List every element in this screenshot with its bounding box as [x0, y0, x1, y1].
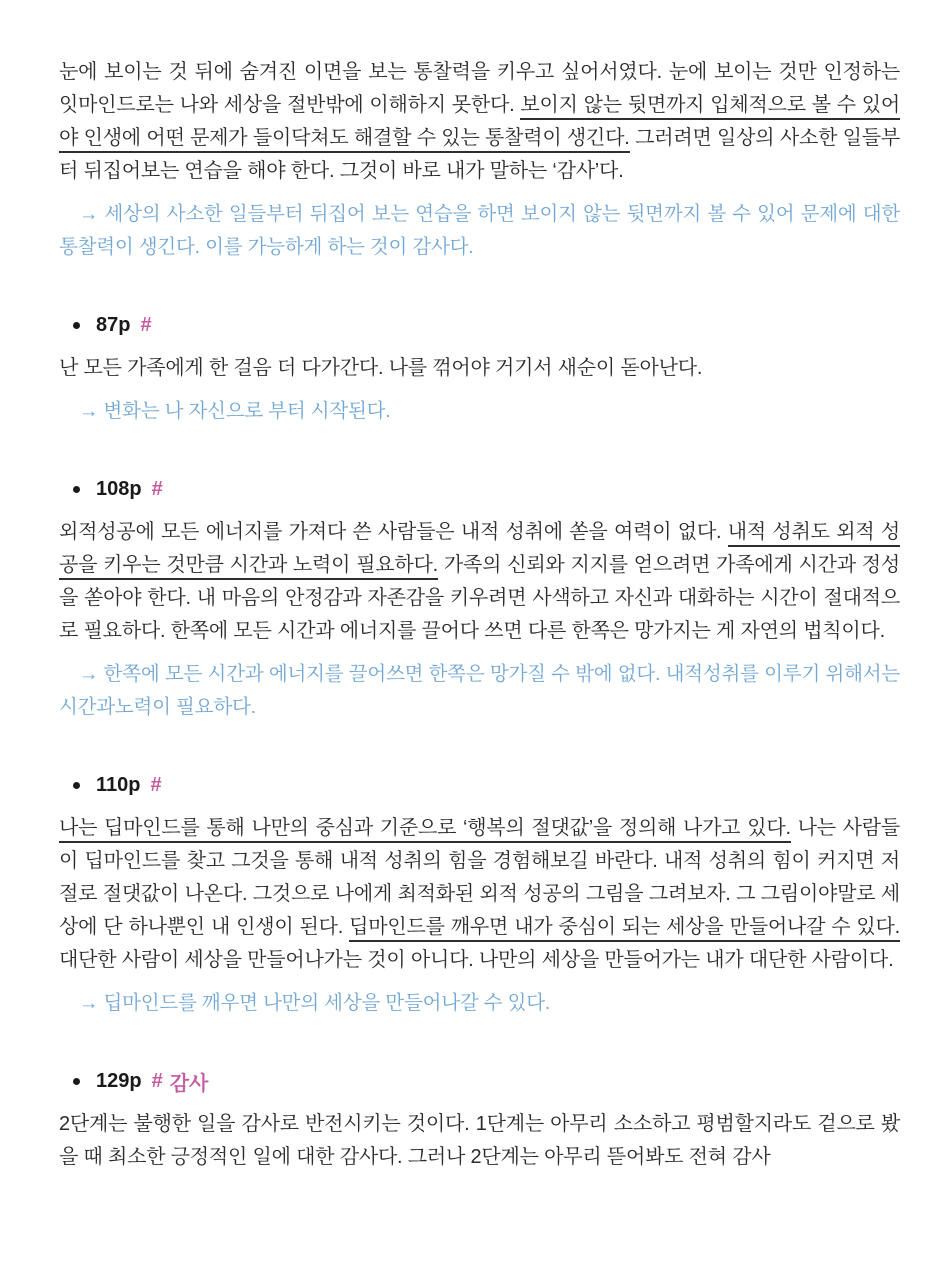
text-run: 나는 사람들이 딥마인드를 찾고 그것을 통해 내적 성취의 힘을 경험해보길 바란다. 내적 성취의 힘이 커지면 저절로 절댓값이 나온다. 그것으로 나에게 최적화된 외적 성공의 그림을 그려보자. 그 그림이야말로 세상에 단 하나뿐인 내 인생이 된다. — [59, 817, 900, 938]
excerpt-paragraph — [59, 1108, 900, 1174]
annotation-note: → 한쪽에 모든 시간과 에너지를 끌어쓰면 한쪽은 망가질 수 밖에 없다. 내적성취를 이루기 위해서는 시간과노력이 필요하다. — [59, 663, 900, 718]
annotation-note: → 세상의 사소한 일들부터 뒤집어 보는 연습을 하면 보이지 않는 뒷면까지 볼 수 있어 문제에 대한 통찰력이 생긴다. 이를 가능하게 하는 것이 감사다. — [59, 203, 900, 258]
page-heading-108p — [59, 476, 900, 502]
underlined-text-run: 딥마인드를 깨우면 내가 중심이 되는 세상을 만들어나갈 수 있다. — [349, 916, 900, 942]
page-heading-110p — [59, 772, 900, 798]
annotation-note: → 변화는 나 자신으로 부터 시작된다. — [79, 400, 391, 422]
bullet-icon — [73, 486, 80, 493]
text-run: 대단한 사람이 세상을 만들어나가는 것이 아니다. 나만의 세상을 만들어가는 내가 대단한 사람이다. — [59, 949, 894, 971]
page-number: 108p — [96, 477, 142, 500]
text-run: 그러려면 일상의 사소한 일들부터 뒤집어보는 연습을 해야 한다. 그것이 바로 내가 말하는 ‘감사’다. — [59, 127, 900, 182]
excerpt-paragraph — [59, 516, 900, 648]
underlined-text-run: 내적 성취도 외적 성공을 키우는 것만큼 시간과 노력이 필요하다. — [59, 521, 900, 580]
text-run: 2단계는 불행한 일을 감사로 반전시키는 것이다. 1단계는 아무리 소소하고 평범할지라도 겉으로 봤을 때 최소한 긍정적인 일에 대한 감사다. 그러나 2단계는 아무리 뜯어봐도 전혀 감사 — [59, 1113, 900, 1168]
excerpt-paragraph — [59, 56, 900, 188]
hashtag-icon[interactable]: # — [151, 477, 163, 500]
hashtag-label[interactable]: 감사 — [169, 1072, 209, 1095]
text-run: 눈에 보이는 것 뒤에 숨겨진 이면을 보는 통찰력을 키우고 싶어서였다. 눈에 보이는 것만 인정하는 잇마인드로는 나와 세상을 절반밖에 이해하지 못한다. — [59, 61, 900, 116]
annotation-note: → 딥마인드를 깨우면 나만의 세상을 만들어나갈 수 있다. — [79, 992, 551, 1014]
text-run: 난 모든 가족에게 한 걸음 더 다가간다. 나를 꺾어야 거기서 새순이 돋아난다. — [59, 357, 703, 379]
page-number: 110p — [96, 773, 141, 796]
underlined-text-run: 나는 딥마인드를 통해 나만의 중심과 기준으로 ‘행복의 절댓값’을 정의해 나가고 있다. — [59, 817, 791, 843]
bullet-icon — [73, 1078, 80, 1085]
hashtag-icon[interactable]: # — [151, 1069, 163, 1092]
page-heading-87p — [59, 312, 900, 338]
hashtag-icon[interactable]: # — [140, 313, 152, 336]
excerpt-paragraph — [59, 812, 900, 977]
excerpt-paragraph — [59, 352, 900, 385]
page-number: 87p — [96, 313, 131, 336]
underlined-text-run: 보이지 않는 뒷면까지 입체적으로 볼 수 있어야 인생에 어떤 문제가 들이닥쳐도 해결할 수 있는 통찰력이 생긴다. — [59, 94, 900, 153]
bullet-icon — [73, 782, 80, 789]
text-run: 외적성공에 모든 에너지를 가져다 쓴 사람들은 내적 성취에 쏟을 여력이 없다. — [59, 521, 728, 543]
bullet-icon — [73, 322, 80, 329]
hashtag-icon[interactable]: # — [150, 773, 162, 796]
page-heading-129p — [59, 1068, 900, 1094]
text-run: 가족의 신뢰와 지지를 얻으려면 가족에게 시간과 정성을 쏟아야 한다. 내 마음의 안정감과 자존감을 키우려면 사색하고 자신과 대화하는 시간이 절대적으로 필요하다. 한쪽에 모든 시간과 에너지를 끌어다 쓰면 다른 한쪽은 망가지는 게 자연의 법칙이다. — [59, 554, 900, 642]
page-number: 129p — [96, 1069, 142, 1092]
